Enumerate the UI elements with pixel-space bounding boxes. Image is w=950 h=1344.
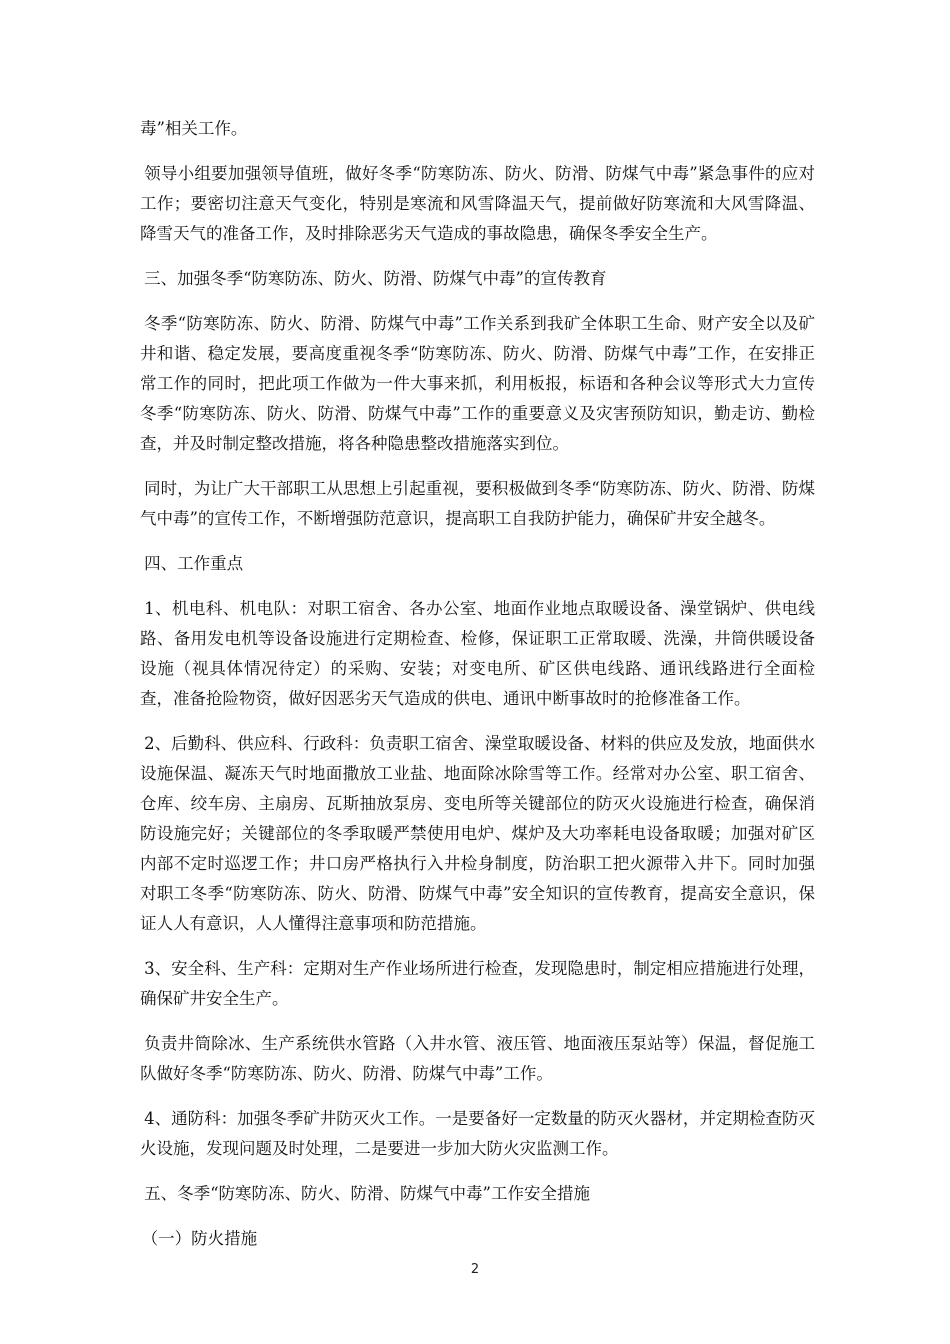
document-body — [140, 114, 815, 1254]
paragraph-continuation: 毒”相关工作。 — [140, 119, 248, 138]
paragraph-leadership-duty: 领导小组要加强领导值班，做好冬季“防寒防冻、防火、防滑、防煤气中毒”紧急事件的应对工作；要密切注意天气变化，特别是寒流和风雪降温天气，提前做好防寒流和大风雪降温、降雪天气的准备工作，及时排除恶劣天气造成的事故隐患，确保冬季安全生产。 — [140, 164, 815, 243]
page-number: 2 — [470, 1262, 480, 1277]
paragraph-item-3: 3、安全科、生产科：定期对生产作业场所进行检查，发现隐患时，制定相应措施进行处理，确保矿井安全生产。 — [140, 959, 815, 1008]
paragraph-item-1: 1、机电科、机电队：对职工宿舍、各办公室、地面作业地点取暖设备、澡堂锅炉、供电线路、备用发电机等设备设施进行定期检查、检修，保证职工正常取暖、洗澡，井筒供暖设备设施（视具体情况待定）的采购、安装；对变电所、矿区供电线路、通讯线路进行全面检查，准备抢险物资，做好因恶劣天气造成的供电、通讯中断事故时的抢修准备工作。 — [140, 599, 815, 708]
subsection-heading-fire: （一）防火措施 — [141, 1229, 258, 1248]
section-heading-5: 五、冬季“防寒防冻、防火、防滑、防煤气中毒”工作安全措施 — [144, 1184, 590, 1203]
paragraph-publicity: 冬季“防寒防冻、防火、防滑、防煤气中毒”工作关系到我矿全体职工生命、财产安全以及矿井和谐、稳定发展，要高度重视冬季“防寒防冻、防火、防滑、防煤气中毒”工作，在安排正常工作的同时，把此项工作做为一件大事来抓，利用板报，标语和各种会议等形式大力宣传冬季“防寒防冻、防火、防滑、防煤气中毒”工作的重要意义及灾害预防知识，勤走访、勤检查，并及时制定整改措施，将各种隐患整改措施落实到位。 — [140, 314, 815, 453]
paragraph-item-3-continued: 负责井筒除冰、生产系统供水管路（入井水管、液压管、地面液压泵站等）保温，督促施工队做好冬季“防寒防冻、防火、防滑、防煤气中毒”工作。 — [140, 1034, 815, 1083]
paragraph-awareness: 同时，为让广大干部职工从思想上引起重视，要积极做到冬季“防寒防冻、防火、防滑、防煤气中毒”的宣传工作，不断增强防范意识，提高职工自我防护能力，确保矿井安全越冬。 — [140, 479, 815, 528]
section-heading-4: 四、工作重点 — [144, 554, 244, 573]
paragraph-item-2: 2、后勤科、供应科、行政科：负责职工宿舍、澡堂取暖设备、材料的供应及发放，地面供水设施保温、凝冻天气时地面撒放工业盐、地面除冰除雪等工作。经常对办公室、职工宿舍、仓库、绞车房、主扇房、瓦斯抽放泵房、变电所等关键部位的防灭火设施进行检查，确保消防设施完好；关键部位的冬季取暖严禁使用电炉、煤炉及大功率耗电设备取暖；加强对矿区内部不定时巡逻工作；井口房严格执行入井检身制度，防治职工把火源带入井下。同时加强对职工冬季“防寒防冻、防火、防滑、防煤气中毒”安全知识的宣传教育，提高安全意识，保证人人有意识，人人懂得注意事项和防范措施。 — [140, 734, 815, 933]
paragraph-item-4: 4、通防科：加强冬季矿井防灭火工作。一是要备好一定数量的防灭火器材，并定期检查防灭火设施，发现问题及时处理，二是要进一步加大防火灾监测工作。 — [140, 1109, 815, 1158]
section-heading-3: 三、加强冬季“防寒防冻、防火、防滑、防煤气中毒”的宣传教育 — [144, 269, 607, 288]
